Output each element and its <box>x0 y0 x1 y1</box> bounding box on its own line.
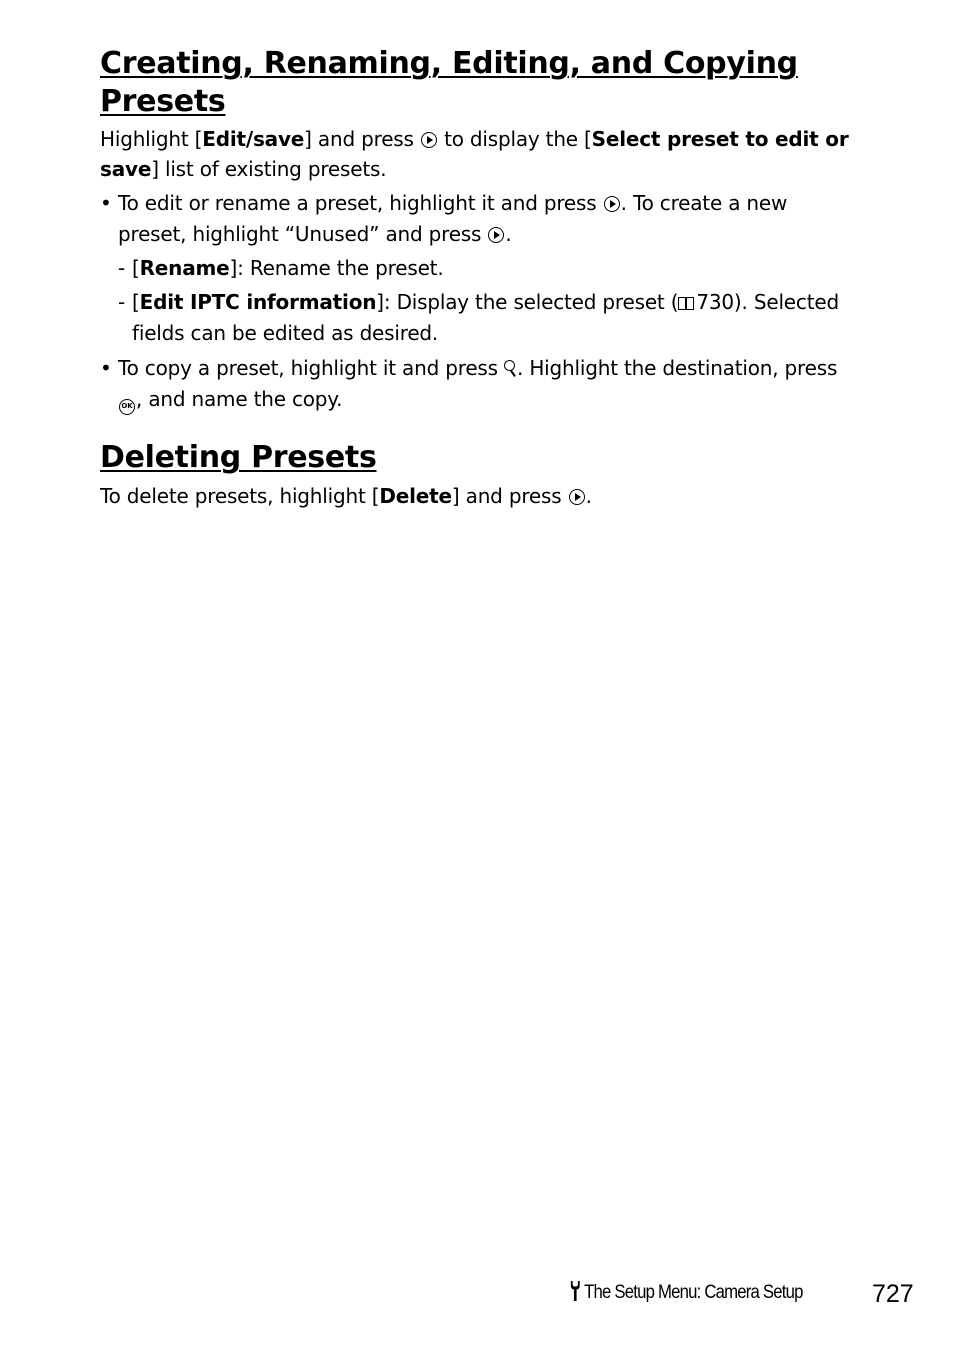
wrench-icon <box>570 1280 581 1302</box>
menu-item-delete: Delete <box>379 484 452 508</box>
menu-item-rename: Rename <box>139 256 230 280</box>
footer-section-text: The Setup Menu: Camera Setup <box>584 1282 803 1303</box>
sub-dash: - <box>118 256 126 280</box>
bullet-dot: • <box>100 191 112 215</box>
footer-section-label <box>570 1280 803 1306</box>
menu-item-edit-save: Edit/save <box>202 127 305 151</box>
menu-item-edit-iptc: Edit IPTC information <box>139 290 377 314</box>
text: , and name the copy. <box>136 387 343 411</box>
text: . <box>505 222 512 246</box>
text: . <box>585 484 592 508</box>
page-reference-link[interactable]: 730 <box>696 290 734 314</box>
text: ]: Rename the preset. <box>229 256 444 280</box>
heading-line-2: Presets <box>100 84 226 119</box>
heading-text: Deleting Presets <box>100 440 377 475</box>
page-footer <box>570 1276 920 1310</box>
section-heading-deleting <box>100 439 860 477</box>
text: To delete presets, highlight [ <box>100 484 380 508</box>
bullet-dot: • <box>100 356 112 380</box>
text: . Highlight the destination, press <box>517 356 838 380</box>
text: ] list of existing presets. <box>151 157 387 181</box>
delete-paragraph <box>100 481 860 511</box>
section-heading-creating <box>100 45 860 121</box>
sub-item-rename <box>118 253 858 284</box>
text: To edit or rename a preset, highlight it and press <box>118 191 603 215</box>
text: To copy a preset, highlight it and press <box>118 356 505 380</box>
text: to display the [ <box>437 127 592 151</box>
text: ] and press <box>451 484 568 508</box>
bullet-edit-rename <box>100 188 860 250</box>
text: . To create a new preset, highlight “Unused” and press <box>118 191 788 246</box>
text: ). Selected fields can be edited as desired. <box>132 290 839 345</box>
multi-selector-right-icon <box>569 489 585 505</box>
ok-button-icon: OK <box>119 399 135 415</box>
text: [ <box>132 256 140 280</box>
text: ] and press <box>304 127 420 151</box>
page-reference-icon <box>678 297 694 310</box>
zoom-in-icon <box>504 360 517 378</box>
text: ]: Display the selected preset ( <box>376 290 679 314</box>
text: Highlight [ <box>100 127 203 151</box>
multi-selector-right-icon <box>488 227 504 243</box>
multi-selector-right-icon <box>604 196 620 212</box>
heading-line-1: Creating, Renaming, Editing, and Copying <box>100 46 798 81</box>
text: [ <box>132 290 140 314</box>
menu-item-select-preset: Select preset to edit or save <box>100 127 849 181</box>
sub-dash: - <box>118 290 126 314</box>
intro-paragraph <box>100 124 860 184</box>
sub-item-edit-iptc <box>118 287 858 349</box>
page-number: 727 <box>872 1280 914 1308</box>
multi-selector-right-icon <box>421 132 437 148</box>
bullet-copy <box>100 353 860 415</box>
